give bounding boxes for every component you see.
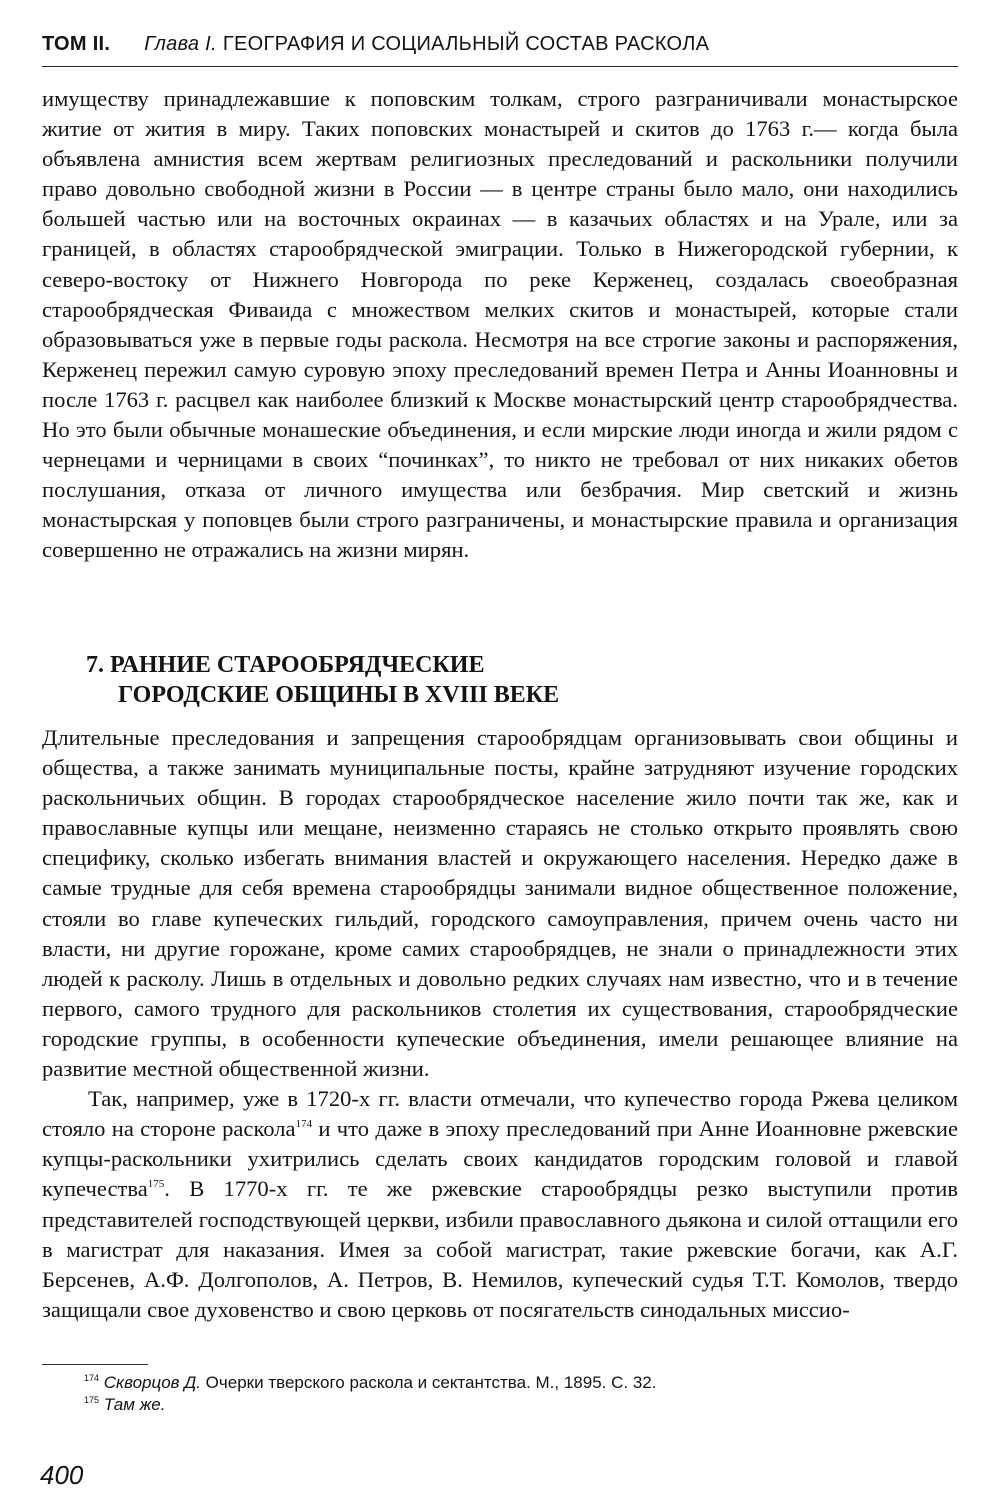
- section-title-line-2: ГОРОДСКИЕ ОБЩИНЫ В XVIII ВЕКЕ: [118, 682, 560, 708]
- footnote-rule: [42, 1364, 148, 1365]
- chapter-label: Глава I.: [144, 33, 217, 55]
- volume-label: ТОМ II.: [42, 33, 111, 55]
- footnote-ref-175[interactable]: 175: [147, 1178, 165, 1191]
- page-number: 400: [40, 1460, 84, 1490]
- footnote-number: 174: [84, 1373, 100, 1383]
- text-block-top: [42, 84, 958, 566]
- footnote-author: Скворцов Д.: [103, 1373, 201, 1392]
- footnote-175: [84, 1394, 944, 1416]
- header-rule: [42, 66, 958, 67]
- footnote-text: Очерки тверского раскола и сектантства. М., 1895. С. 32.: [200, 1373, 657, 1392]
- paragraph-2: Длительные преследования и запрещения старообрядцам организовывать свои общины и общества, а также занимать муниципальные посты, крайне затрудняют изучение городских раскольничьих общин. В городах старообрядческое население жило почти так же, как и православные купцы или мещане, неизменно стараясь не столько открыто проявлять свою специфику, сколько избегать внимания властей и окружающего населения. Нередко даже в самые трудные для себя времена старообрядцы занимали видное общественное положение, стояли во главе купеческих гильдий, городского самоуправления, причем очень часто ни власти, ни другие горожане, кроме самих старообрядцев, не знали о принадлежности этих людей к расколу. Лишь в отдельных и довольно редких случаях нам известно, что и в течение первого, самого трудного для раскольников столетия их существования, старообрядческие городские группы, в особенности купеческие объединения, имели решающее влияние на развитие местной общественной жизни.: [42, 725, 958, 1082]
- footnote-174: [84, 1372, 944, 1394]
- footnote-author: Там же.: [103, 1395, 166, 1414]
- paragraph-1: имуществу принадлежавшие к поповским толкам, строго разграничивали монастырское житие от жития в миру. Таких поповских монастырей и скитов до 1763 г.— когда была объявлена амнистия всем жертвам религиозных преследований и раскольники получили право довольно свободной жизни в России — в центре страны было мало, они находились большей частью или на восточных окраинах — в казачьих областях и на Урале, или за границей, в областях старообрядческой эмиграции. Только в Нижегородской губернии, к северо-востоку от Нижнего Новгорода по реке Керженец, создалась своеобразная старообрядческая Фиваида с множеством мелких скитов и монастырей, которые стали образовываться уже в первые годы раскола. Несмотря на все строгие законы и распоряжения, Керженец пережил самую суровую эпоху преследований времен Петра и Анны Иоанновны и после 1763 г. расцвел как наиболее близкий к Москве монастырский центр старообрядчества. Но это были обычные монашеские объединения, и если мирские люди иногда и жили рядом с чернецами и черницами в своих “починках”, то никто не требовал от них никаких обетов послушания, отказа от личного имущества или безбрачия. Мир светский и жизнь монастырская у поповцев были строго разграничены, и монастырские правила и организация совершенно не отражались на жизни мирян.: [42, 86, 958, 563]
- paragraph-3-part-1: Так, например, уже в 1720-х гг. власти отмечали, что купечество города Ржева целиком стояло на стороне раскола: [42, 1086, 958, 1142]
- paragraph-3: [42, 1084, 958, 1325]
- chapter-title: ГЕОГРАФИЯ И СОЦИАЛЬНЫЙ СОСТАВ РАСКОЛА: [222, 33, 710, 55]
- paragraph-3-part-3: . В 1770-х гг. те же ржевские старообрядцы резко выступили против представителей господствующей церкви, избили православного дьякона и силой оттащили его в магистрат для наказания. Имея за собой магистрат, такие ржевские богачи, как А.Г. Берсенев, А.Ф. Долгополов, А. Петров, В. Немилов, купеческий судья Т.Т. Комолов, твердо защищали свое духовенство и свою церковь от посягательств синодальных миссио-: [42, 1176, 958, 1322]
- section-title-line-1: 7. РАННИЕ СТАРООБРЯДЧЕСКИЕ: [86, 652, 485, 678]
- footnotes: [84, 1372, 944, 1416]
- running-head: [42, 28, 956, 60]
- text-block-section: [42, 723, 958, 1325]
- footnote-ref-174[interactable]: 174: [295, 1118, 313, 1131]
- paragraph-3-part-2: и что даже в эпоху преследований при Анне Иоанновне ржевские купцы-раскольники ухитрились сделать своих кандидатов городским головой и главой купечества: [42, 1116, 958, 1202]
- footnote-number: 175: [84, 1395, 100, 1405]
- section-heading: [86, 650, 786, 710]
